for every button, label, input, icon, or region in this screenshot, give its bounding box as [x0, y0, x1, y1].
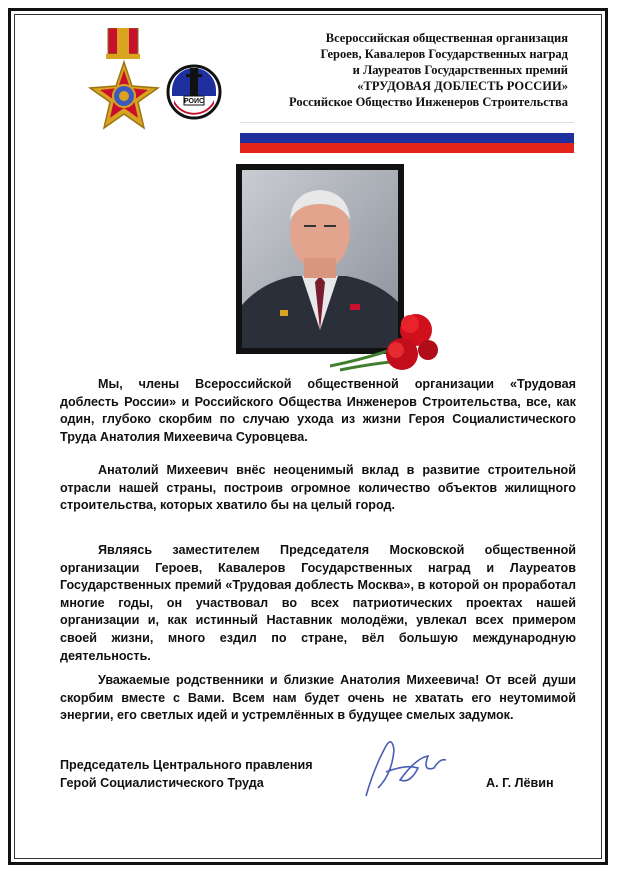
header-line-1: Всероссийская общественная организация	[325, 31, 568, 45]
flag-white	[240, 122, 574, 133]
flag-blue	[240, 133, 574, 143]
paragraph-3: Являясь заместителем Председателя Московской общественной организации Героев, Кавалеров Государственных наград и Лауреатов Государственных премий «Трудовая доблесть Москва», в которой он проработал многие годы, он участвовал во всех патриотических проектах нашей организации и, как истинный Наставник молодёжи, увлекал всех примером своей жизни, много ездил по стране, вёл большую международную деятельность.	[60, 543, 576, 663]
header-line-3: и Лауреатов Государственных премий	[352, 63, 568, 77]
order-star-medal-icon	[84, 28, 164, 140]
organization-header	[228, 30, 568, 110]
russian-flag-stripe	[240, 122, 574, 152]
paragraph-1: Мы, члены Всероссийской общественной организации «Трудовая доблесть России» и Российского Общества Инженеров Строительства, все, как один, глубоко скорбим по случаю ухода из жизни Героя Социалистического Труда Анатолия Михеевича Суровцева.	[60, 377, 576, 444]
rois-label: РОИС	[183, 98, 205, 105]
header-line-5: Российское Общество Инженеров Строительства	[289, 95, 568, 109]
paragraph-4: Уважаемые родственники и близкие Анатолия Михеевича! От всей души скорбим вместе с Вами. Всем нам будет очень не хватать его неутомимой энергии, его светлых идей и устремлённых в будущее смелых задумок.	[60, 673, 576, 723]
signatory-title: Председатель Центрального правления Герой Социалистического Труда	[60, 758, 313, 790]
header-line-2: Героев, Кавалеров Государственных наград	[320, 47, 568, 61]
flag-red	[240, 143, 574, 153]
carnations-icon	[330, 300, 440, 380]
rois-emblem-icon	[166, 60, 222, 124]
handwritten-signature	[356, 728, 456, 804]
header-line-4: «ТРУДОВАЯ ДОБЛЕСТЬ РОССИИ»	[357, 79, 568, 93]
paragraph-2: Анатолий Михеевич внёс неоценимый вклад в развитие строительной отрасли нашей страны, построив огромное количество объектов жилищного строительства, которых хватило бы на целый город.	[60, 463, 576, 513]
signatory-name: А. Г. Лёвин	[486, 776, 554, 790]
